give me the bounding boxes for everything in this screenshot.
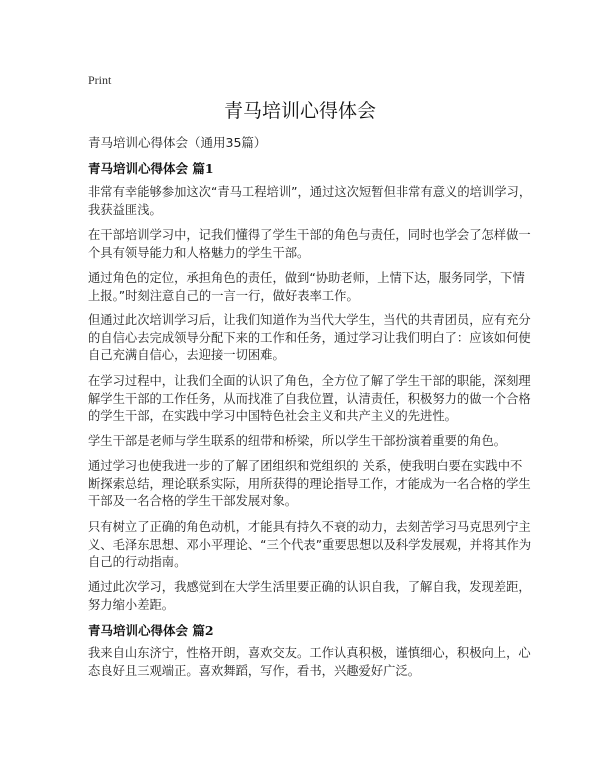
text-line: 在干部培训学习中，记我们懂得了学生干部的角色与责任，同时也学会了怎样做一 [88, 228, 531, 242]
text-line: 学生干部是老师与学生联系的纽带和桥梁，所以学生干部扮演着重要的角色。 [88, 434, 507, 448]
text-line: 义、毛泽东思想、邓小平理论、“三个代表”重要思想以及科学发展观，并将其作为 [88, 537, 532, 552]
text-line: 态良好且三观端正。喜欢舞蹈，写作，看书，兴趣爱好广泛。 [88, 663, 421, 678]
paragraph [88, 184, 532, 219]
text-line: 但通过此次培训学习后，让我们知道作为当代大学生，当代的共青团员，应有充分 [88, 313, 531, 327]
paragraph [88, 458, 531, 511]
text-line: 自己充满自信心，去迎接一切困难。 [88, 348, 285, 362]
text-line: 的自信心去完成领导分配下来的工作和任务，通过学习让我们明白了：应该如何使 [88, 330, 531, 345]
paragraph [88, 579, 531, 614]
text-line: 只有树立了正确的角色动机，才能具有持久不衰的动力，去刻苦学习马克思列宁主 [88, 520, 531, 534]
text-line: 在学习过程中，让我们全面的认识了角色，全方位了解了学生干部的职能，深刻理 [88, 374, 531, 388]
text-line: 的学生干部，在实践中学习中国特色社会主义和共产主义的先进性。 [88, 409, 457, 423]
text-line: 干部及一名合格的学生干部发展对象。 [88, 494, 298, 508]
text-line: 断探索总结，理论联系实际，用所获得的理论指导工作，才能成为一名合格的学生 [88, 476, 531, 491]
print-link[interactable]: Print [88, 73, 112, 87]
paragraph [88, 433, 518, 451]
text-line: 通过学习也使我进一步的了解了团组织和党组织的 关系，使我明白要在实践中不 [88, 459, 523, 473]
text-line: 通过角色的定位，承担角色的责任，做到“协助老师，上情下达，服务同学，下情 [88, 271, 525, 285]
document-subtitle: 青马培训心得体会（通用35篇） [88, 135, 267, 150]
paragraph [88, 227, 531, 262]
text-line: 努力缩小差距。 [88, 597, 175, 612]
paragraph [88, 373, 531, 426]
section-heading-1: 青马培训心得体会 篇1 [88, 161, 214, 176]
paragraph [88, 312, 531, 365]
page-title: 青马培训心得体会 [223, 100, 376, 122]
paragraph [88, 519, 532, 572]
paragraph [88, 270, 525, 305]
text-line: 非常有幸能够参加这次“青马工程培训”，通过这次短暂但非常有意义的培训学习， [88, 185, 532, 199]
text-line: 解学生干部的工作任务，从而找准了自我位置，认清责任，积极努力的做一个合格 [88, 391, 531, 406]
text-line: 个具有领导能力和人格魅力的学生干部。 [88, 245, 310, 260]
paragraph [88, 645, 531, 680]
section-heading-2: 青马培训心得体会 篇2 [88, 623, 214, 638]
text-line: 上报。”时刻注意自己的一言一行，做好表率工作。 [88, 288, 359, 303]
text-line: 我获益匪浅。 [88, 202, 162, 217]
text-line: 我来自山东济宁，性格开朗，喜欢交友。工作认真积极，谨慎细心，积极向上，心 [88, 646, 531, 660]
text-line: 通过此次学习，我感觉到在大学生活里要正确的认识自我，了解自我，发现差距， [88, 580, 531, 594]
text-line: 自己的行动指南。 [88, 555, 187, 569]
